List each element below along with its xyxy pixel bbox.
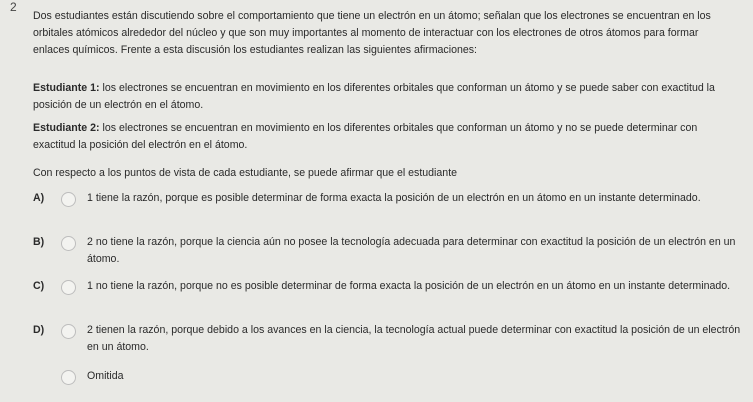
option-a-letter: A) <box>33 192 45 204</box>
option-d-radio[interactable] <box>61 324 76 339</box>
option-omitida-text: Omitida <box>87 370 124 382</box>
option-a-text: 1 tiene la razón, porque es posible determinar de forma exacta la posición de un electrón en un átomo en un instante determinado. <box>87 192 701 204</box>
question-prompt: Con respecto a los puntos de vista de cada estudiante, se puede afirmar que el estudiante <box>33 167 458 179</box>
option-c-letter: C) <box>33 280 45 292</box>
student-2-label: Estudiante 2: <box>33 122 100 134</box>
option-d-text: 2 tienen la razón, porque debido a los avances en la ciencia, la tecnología actual puede determinar con exactitud la posición de un electrón en un átomo. <box>87 324 741 353</box>
option-d-letter: D) <box>33 324 45 336</box>
option-b-letter: B) <box>33 236 45 248</box>
option-c-text: 1 no tiene la razón, porque no es posible determinar de forma exacta la posición de un electrón en un átomo en un instante determinado. <box>87 280 731 292</box>
option-omitida-radio[interactable] <box>61 370 76 385</box>
question-number: 2 <box>10 0 17 14</box>
student-1-text: los electrones se encuentran en movimiento en los diferentes orbitales que conforman un átomo y se puede saber con exactitud la posición de un electrón en el átomo. <box>33 82 715 111</box>
student-2-text: los electrones se encuentran en movimiento en los diferentes orbitales que conforman un átomo y no se puede determinar con exactitud la posición del electrón en el átomo. <box>33 122 698 151</box>
option-b-radio[interactable] <box>61 236 76 251</box>
option-c-radio[interactable] <box>61 280 76 295</box>
student-1-statement <box>33 80 733 114</box>
option-a-radio[interactable] <box>61 192 76 207</box>
question-intro: Dos estudiantes están discutiendo sobre el comportamiento que tiene un electrón en un átomo; señalan que los electrones se encuentran en los orbitales atómicos alrededor del núcleo y que son muy importantes al momento de interactuar con los electrones de otros átomos para formar enlaces químicos. Frente a esta discusión los estudiantes realizan las siguientes afirmaciones: <box>33 10 711 56</box>
student-1-label: Estudiante 1: <box>33 82 100 94</box>
student-2-statement <box>33 120 733 154</box>
option-b-text: 2 no tiene la razón, porque la ciencia aún no posee la tecnología adecuada para determinar con exactitud la posición de un electrón en un átomo. <box>87 236 736 265</box>
